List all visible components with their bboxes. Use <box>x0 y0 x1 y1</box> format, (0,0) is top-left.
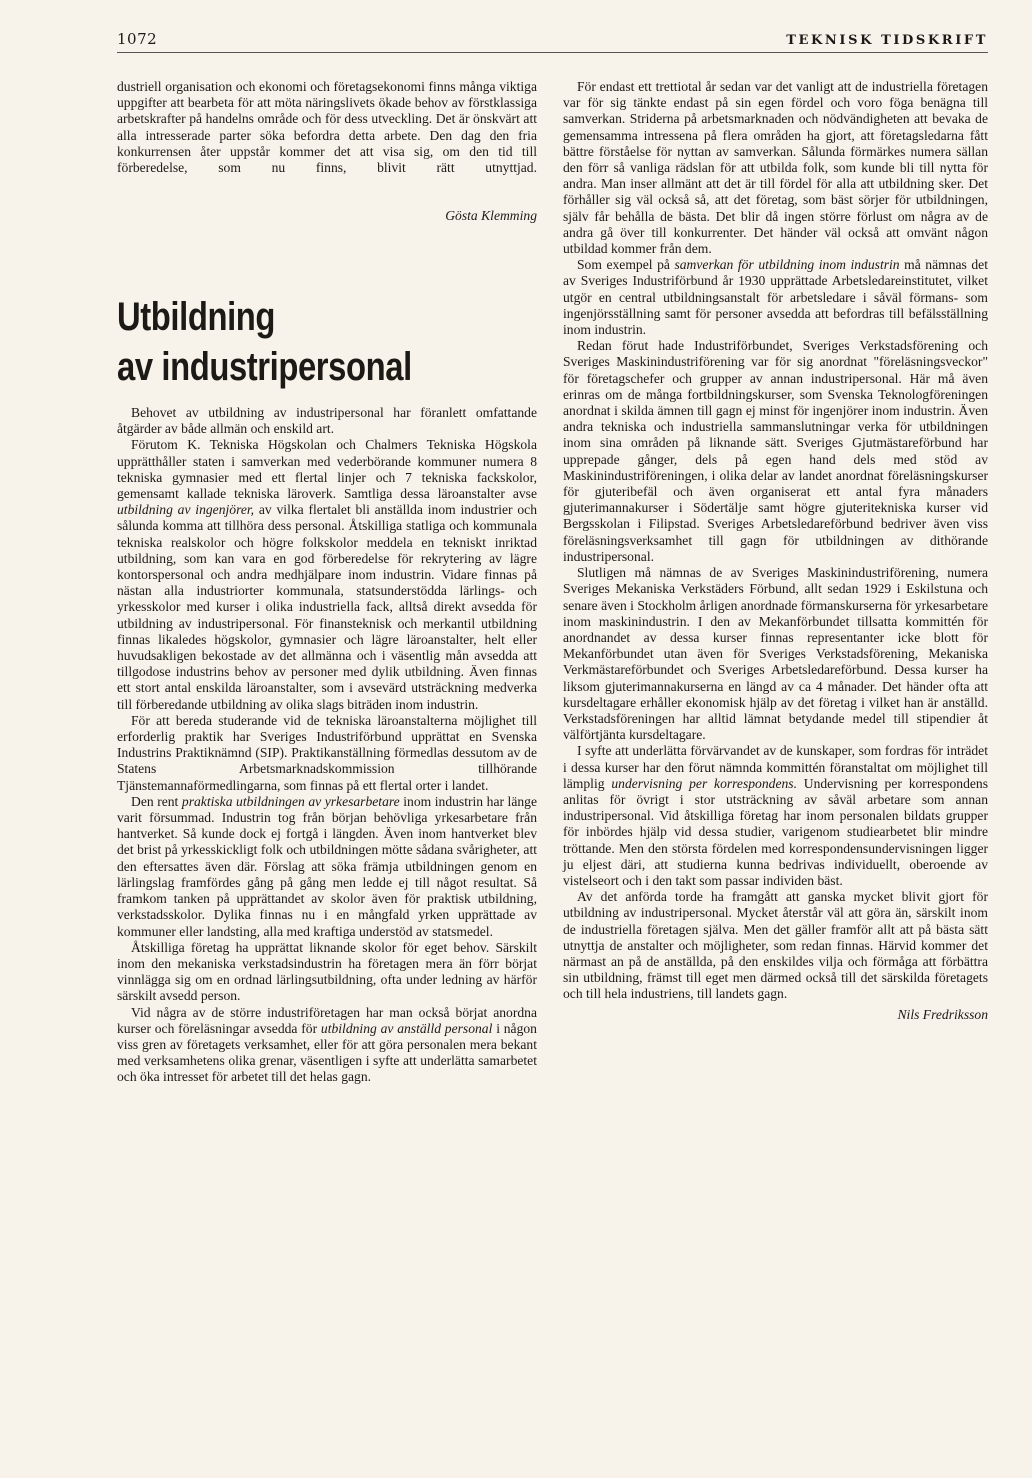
paragraph <box>117 1005 537 1086</box>
title-line-2: av industripersonal <box>117 345 412 389</box>
text-run: I syfte att underlätta förvärvandet av de kunskaper, som fordras för inträdet i dessa kurser har den förut nämnda kommittén föranstaltat om möjlighet till lämplig <box>563 743 988 791</box>
intro-paragraph <box>117 79 537 192</box>
paragraph: Slutligen må nämnas de av Sveriges Maskinindustriförening, numera Sveriges Mekaniska Verkstäders Förbund, allt sedan 1929 i Eskilstuna och senare även i Stockholm årligen anordnade förmanskurserna för yrkesarbetare inom maskinindustrin. I den av Mekanförbundet tillsatta kommittén för anordnandet av dessa kurser finnas representanter icke blott för Mekanförbundet utan även för Sveriges Verkstadsförening, Mekaniska Verkmästareförbundet och Sveriges Arbetsledareförbund. Dessa kurser ha liksom gjuterimannakurserna en längd av ca 4 månader. Det händer ofta att kursdeltagare erhåller ekonomisk hjälp av det företag i vilket han är anställd. Verkstadsföreningen har alltid lämnat betydande medel till stipendier åt välförtjänta kursdeltagare. <box>563 565 989 743</box>
intro-signature: Gösta Klemming <box>445 208 537 223</box>
intro-text: dustriell organisation och ekonomi och företagsekonomi finns många viktiga uppgifter att bearbeta för att möta näringslivets ökade behov av förstklassiga arbetskrafter på handelns område och för dess utveckling. Det är önskvärt att alla intresserade parter söka befordra detta arbete. Den dag den fria konkurrensen åter uppstår kommer det att visa sig, om den tid till förberedelse, som nu finns, blivit rätt utnyttjad. <box>117 79 537 176</box>
left-intro-column <box>117 79 537 223</box>
text-run: Den rent <box>131 793 179 809</box>
right-article-column <box>563 79 988 1023</box>
emphasis: samverkan för utbildning inom industrin <box>674 257 900 273</box>
title-line-1: Utbildning <box>117 295 276 339</box>
author-signature: Nils Fredriksson <box>897 1006 988 1022</box>
text-run: Förutom K. Tekniska Högskolan och Chalmers Tekniska Högskola upprätthåller staten i samverkan med vederbörande kommuner numera 8 tekniska gymnasier med ett flertal linjer och 7 tekniska fackskolor, gemensamt kallade tekniska läroverk. Samtliga dessa läroanstalter avse <box>117 437 537 502</box>
page-number: 1072 <box>117 30 158 48</box>
paragraph <box>117 794 537 940</box>
paragraph: För endast ett trettiotal år sedan var det vanligt att de industriella företagen var för sig tänkte endast på sin egen fördel och voro föga benägna till samverkan. Striderna på arbetsmarknaden och nödvändigheten att bevaka de gemensamma intressena på flera områden ha gjort, att företagsledarna fått bättre förståelse för nyttan av samverkan. Sålunda förmärkes numera sällan den förr så vanliga rädslan för att utbilda folk, som kunde bli till nytta för andra. Man inser allmänt att det är till fördel för alla att utbildning sker. Det förhåller sig väl också så, att det företag, som bäst sörjer för utbildningen, själv får behålla de bästa. Det blir då ingen större förlust om några av de andra gå över till konkurrenter. Det händer väl också att omvänt någon utbildad kommer från dem. <box>563 79 988 257</box>
paragraph: Av det anförda torde ha framgått att ganska mycket blivit gjort för utbildning av industripersonal. Mycket återstår väl att göra än, särskilt inom de industriella företagen själva. Men det gäller framför allt att på bästa sätt utnyttja de anstalter och möjligheter, som redan finnas. Härvid kommer det närmast an på de anställda, på den enskildes vilja och förmåga att förbättra sin utbildning, främst till eget men därmed också till det särskilda företagets och till hela industriens, till landets gagn. <box>563 889 988 1002</box>
header-rule <box>117 52 988 53</box>
emphasis: undervisning per korrespondens. <box>611 775 797 791</box>
left-article-column <box>117 405 537 1086</box>
text-run: inom industrin har länge varit försummad. Industrin tog från början behövliga yrkesarbetare från hantverket. Så kunde dock ej fortgå i längden. Även inom hantverket blev det brist på yrkesskickligt folk och utbildningen mötte sådana svårigheter, att den eftersattes även där. Förslag att söka främja utbildningen genom en lärlingslag framfördes gång på gång men ledde ej till något resultat. Så framkom tanken på upprättandet av skolor även för praktisk utbildning, verkstadsskolor. Dylika finnas nu i en mångfald yrken upprättade av kommuner eller landsting, alla med kraftiga understöd av statsmedel. <box>117 793 537 939</box>
paragraph: Åtskilliga företag ha upprättat liknande skolor för eget behov. Särskilt inom den mekaniska verkstadsindustrin ha företagen mera än förr börjat vinnlägga sig om en ordnad lärlingsutbildning, ofta under ledning av härför särskilt avsedd person. <box>117 939 537 1004</box>
paragraph <box>563 743 988 889</box>
paragraph <box>563 257 988 338</box>
paragraph <box>117 437 537 712</box>
emphasis: utbildning av ingenjörer, <box>117 502 255 518</box>
text-run: i någon viss gren av företagets verksamhet, eller för att göra personalen mera bekant med verksamhetens olika grenar, väsentligen i syfte att underlätta samarbetet och öka intresset för arbetet till det helas gagn. <box>117 1020 537 1085</box>
emphasis: praktiska utbildningen av yrkesarbetare <box>181 793 400 809</box>
text-run: må nämnas det av Sveriges Industriförbund år 1930 upprättade Arbetsledareinstitutet, vilket utgör en central utbildningsanstalt för arbetsledare i såväl förmans- som ingenjörsställning samt för personer avsedda att befordras till befälsställning inom industrin. <box>563 257 988 338</box>
paragraph: För att bereda studerande vid de tekniska läroanstalterna möjlighet till erforderlig praktik har Sveriges Industriförbund upprättat en Svenska Industrins Praktiknämnd (SIP). Praktikanställning förmedlas dessutom av de Statens Arbetsmarknadskommission tillhörande Tjänstemannaförmedlingarna, som finnas på ett flertal orter i landet. <box>117 712 537 793</box>
text-run: Som exempel på <box>577 257 670 273</box>
text-run: Vid några av de större industriföretagen har man också börjat anordna kurser och föreläsningar avsedda för <box>117 1004 537 1036</box>
article-title <box>117 292 461 392</box>
journal-title: TEKNISK TIDSKRIFT <box>786 33 988 48</box>
paragraph: Redan förut hade Industriförbundet, Sveriges Verkstadsförening och Sveriges Maskinindustriförening var för sig anordnat "föreläsningsveckor" för företagschefer och grupper av annan industripersonal. Här må även erinras om de många fortbildningskurser, som Svenska Teknologföreningen anordnat i skilda ämnen till gagn ej minst för ingenjörer inom industrin. Även andra tekniska och industriella sammanslutningar verka för utbildningen inom sina områden på liknande sätt. Sveriges Gjutmästareförbund har upprepade gånger, dels på egen hand dels med stöd av Maskinindustriföreningen, i olika delar av landet anordnat föreläsningskurser för gjuteribefäl och även organiserat ett antal fyra månaders gjuterimannakurser i Södertälje samt högre gjuteritekniska kurser vid Bergsskolan i Filipstad. Sveriges Arbetsledareförbund bedriver även viss föreläsningsverksamhet till gagn för utbildningen av dithörande industripersonal. <box>563 338 988 564</box>
paragraph: Behovet av utbildning av industripersonal har föranlett omfattande åtgärder av både allmän och enskild art. <box>117 405 537 437</box>
text-run: Undervisning per korrespondens anlitas för övrigt i stor utsträckning av såväl arbetare som annan industripersonal. Vid åtskilliga företag har inom personalen bildats grupper för inbördes hjälp vid dessa studier, varigenom studiearbetet blir mindre tröttande. Men den största fördelen med korrespondensundervisningen ligger ju eljest däri, att studierna kunna bedrivas individuellt, oberoende av vistelseort och i den takt som passar individen bäst. <box>563 775 988 888</box>
emphasis: utbildning av anställd personal <box>320 1020 493 1036</box>
text-run: av vilka flertalet bli anställda inom industrier och sålunda komma att tillhöra dess personal. Åtskilliga statliga och kommunala tekniska realskolor och högre folkskolor meddela en tekniskt inriktad utbildning, som kan vara en god förberedelse för rekrytering av lägre kontorspersonal och andra medhjälpare inom industrin. Vidare finnas på nästan alla industriorter kommunala, statsunderstödda lärlings- och yrkesskolor med kurser i olika industriella fack, alltså direkt avsedda för utbildning av industripersonal. För finansteknisk och merkantil utbildning finnas likaledes högskolor, gymnasier och lägre läroanstalter, helt eller huvudsakligen bekostade av det allmänna och i väsentlig mån avsedda att tillgodose industrins behov av personer med dylik utbildning. Även finnas ett stort antal enskilda läroanstalter, som i avsevärd utsträckning medverka till förberedande utbildning av olika slags biträden inom industrin. <box>117 502 537 712</box>
